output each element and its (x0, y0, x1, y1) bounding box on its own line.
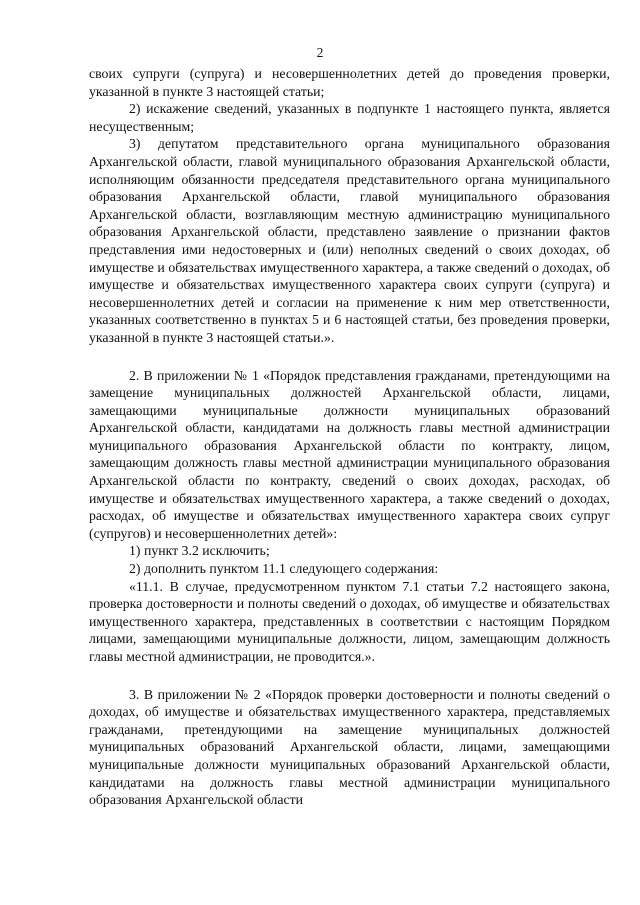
paragraph-add-item-11-1: 2) дополнить пунктом 11.1 следующего содержания: (129, 561, 439, 577)
paragraph-spouse-children-continuation: своих супруги (супруга) и несовершеннолетних детей до проведения проверки, указанной в пункте 3 настоящей статьи; (89, 66, 610, 99)
page-number: 2 (316, 45, 324, 60)
paragraph-item-11-1-text: «11.1. В случае, предусмотренном пунктом 7.1 статьи 7.2 настоящего закона, проверка достоверности и полноты сведений о доходах, об имуществе и обязательствах имущественного характера, представленных в соответствии с настоящим Порядком лицами, замещающими муниципальные должности, лицом, замещающим должность главы местной администрации, не проводится.». (89, 578, 610, 664)
paragraph-deputy-statement: 3) депутатом представительного органа муниципального образования Архангельской области, главой муниципального образования Архангельской области, исполняющим обязанности председателя представительного органа муниципального образования Архангельской области, главой муниципального образования Архангельской области, возглавляющим местную администрацию муниципального образования Архангельской области, представлено заявление о признании фактов представления ими недостоверных и (или) неполных сведений о своих доходах, об имуществе и обязательствах имущественного характера, а также сведений о доходах, об имуществе и обязательствах имущественного характера своих супруги (супруга) и несовершеннолетних детей и согласии на применение к ним мер ответственности, указанных соответственно в пунктах 5 и 6 настоящей статьи, без проведения проверки, указанной в пункте 3 настоящей статьи.». (89, 136, 610, 345)
paragraph-appendix-2: 3. В приложении № 2 «Порядок проверки достоверности и полноты сведений о доходах, об имуществе и обязательствах имущественного характера, представляемых гражданами, претендующими на замещение муниципальных должностей муниципальных образований Архангельской области, лицами, замещающими муниципальные должности муниципальных образований Архангельской области, кандидатами на должность главы местной администрации муниципального образования Архангельской области (89, 686, 610, 808)
paragraph-appendix-1: 2. В приложении № 1 «Порядок представления гражданами, претендующими на замещение муниципальных должностей Архангельской области, лицами, замещающими муниципальные должности муниципальных образований Архангельской области, кандидатами на должность главы местной администрации муниципального образования Архангельской области по контракту, лицом, замещающим должность главы местной администрации муниципального образования Архангельской области по контракту, сведений о своих доходах, расходах, об имуществе и обязательствах имущественного характера, а также сведений о доходах, расходах, об имуществе и обязательствах имущественного характера своих супруг (супругов) и несовершеннолетних детей»: (89, 367, 610, 541)
document-body (89, 65, 610, 809)
paragraph-distortion-insignificant: 2) искажение сведений, указанных в подпункте 1 настоящего пункта, является несущественным; (89, 101, 610, 134)
paragraph-exclude-item-3-2: 1) пункт 3.2 исключить; (129, 543, 270, 559)
